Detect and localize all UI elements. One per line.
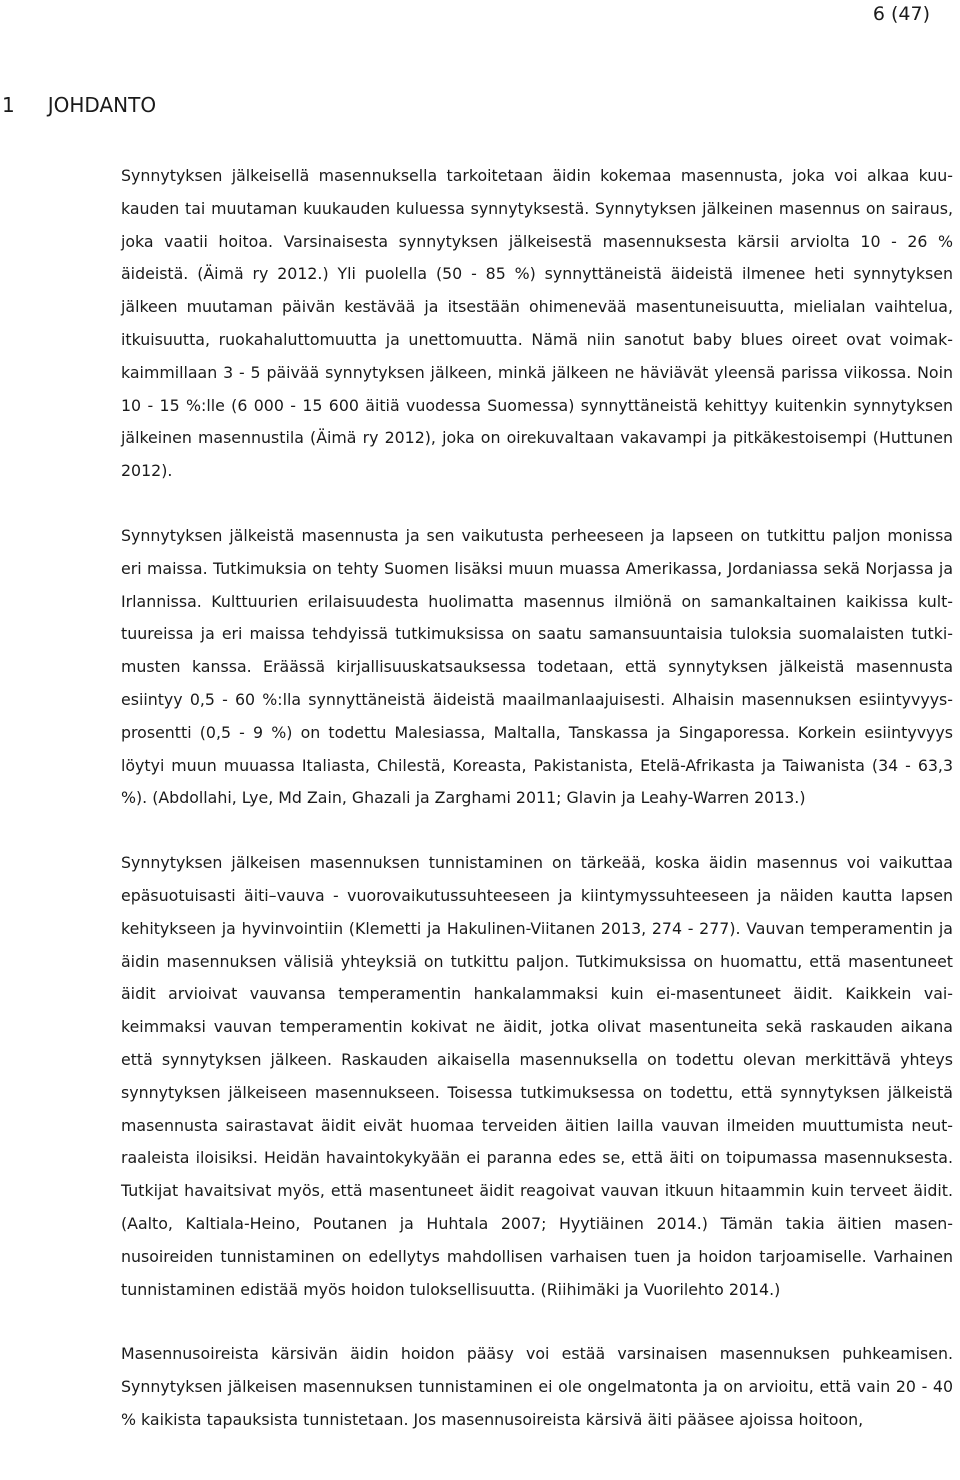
- chapter-title: JOHDANTO: [47, 93, 157, 117]
- paragraph-3: Synnytyksen jälkeisen masennuksen tunnistaminen on tärkeää, koska äidin masennus voi vaikuttaa epäsuotuisasti äiti–vauva - vuorovaikutussuhteeseen ja kiintymyssuhteeseen ja näiden kautta lapsen kehitykseen ja hyvinvointiin (Klemetti ja Hakulinen-Viitanen 2013, 274 - 277). Vauvan temperamentin ja äidin masennuksen välisiä yhteyksiä on tutkittu paljon. Tutkimuksissa on huomattu, että masentuneet äidit arvioivat vauvansa temperamentin hankalammaksi kuin ei-masentuneet äidit. Kaikkein vaikeimmaksi vauvan temperamentin kokivat ne äidit, jotka olivat masentuneita sekä raskauden aikana että synnytyksen jälkeen. Raskauden aikaisella masennuksella on todettu olevan merkittävä yhteys synnytyksen jälkeiseen masennukseen. Toisessa tutkimuksessa on todettu, että synnytyksen jälkeistä masennusta sairastavat äidit eivät huomaa terveiden äitien lailla vauvan ilmeiden muuttumista neutraaleista iloisiksi. Heidän havaintokykyään ei paranna edes se, että äiti on toipumassa masennuksesta. Tutkijat havaitsivat myös, että masentuneet äidit reagoivat vauvan itkuun hitaammin kuin terveet äidit. (Aalto, Kaltiala-Heino, Poutanen ja Huhtala 2007; Hyytiäinen 2014.) Tämän takia äitien masennusoireiden tunnistaminen on edellytys mahdollisen varhaisen tuen ja hoidon tarjoamiselle. Varhainen tunnistaminen edistää myös hoidon tuloksellisuutta. (Riihimäki ja Vuorilehto 2014.): [121, 853, 953, 1299]
- body-text: [121, 160, 953, 1438]
- chapter-number: 1: [2, 93, 15, 117]
- paragraph-1: Synnytyksen jälkeisellä masennuksella tarkoitetaan äidin kokemaa masennusta, joka voi alkaa kuukauden tai muutaman kuukauden kuluessa synnytyksestä. Synnytyksen jälkeinen masennus on sairaus, joka vaatii hoitoa. Varsinaisesta synnytyksen jälkeisestä masennuksesta kärsii arviolta 10 - 26 % äideistä. (Äimä ry 2012.) Yli puolella (50 - 85 %) synnyttäneistä äideistä ilmenee heti synnytyksen jälkeen muutaman päivän kestävää ja itsestään ohimenevää masentuneisuutta, mielialan vaihtelua, itkuisuutta, ruokahaluttomuutta ja unettomuutta. Nämä niin sanotut baby blues oireet ovat voimakkaimmillaan 3 - 5 päivää synnytyksen jälkeen, minkä jälkeen ne häviävät yleensä parissa viikossa. Noin 10 - 15 %:lle (6 000 - 15 600 äitiä vuodessa Suomessa) synnyttäneistä kehittyy kuitenkin synnytyksen jälkeinen masennustila (Äimä ry 2012), joka on oirekuvaltaan vakavampi ja pitkäkestoisempi (Huttunen 2012).: [121, 166, 953, 481]
- paragraph-2: Synnytyksen jälkeistä masennusta ja sen vaikutusta perheeseen ja lapseen on tutkittu paljon monissa eri maissa. Tutkimuksia on tehty Suomen lisäksi muun muassa Amerikassa, Jordaniassa sekä Norjassa ja Irlannissa. Kulttuurien erilaisuudesta huolimatta masennus ilmiönä on samankaltainen kaikissa kulttuureissa ja eri maissa tehdyissä tutkimuksissa on saatu samansuuntaisia tuloksia suomalaisten tutkimusten kanssa. Eräässä kirjallisuuskatsauksessa todetaan, että synnytyksen jälkeistä masennusta esiintyy 0,5 - 60 %:lla synnyttäneistä äideistä maailmanlaajuisesti. Alhaisin masennuksen esiintyvyysprosentti (0,5 - 9 %) on todettu Malesiassa, Maltalla, Tanskassa ja Singaporessa. Korkein esiintyvyys löytyi muun muuassa Italiasta, Chilestä, Koreasta, Pakistanista, Etelä-Afrikasta ja Taiwanista (34 - 63,3 %). (Abdollahi, Lye, Md Zain, Ghazali ja Zarghami 2011; Glavin ja Leahy-Warren 2013.): [121, 525, 953, 808]
- chapter-heading: [2, 92, 156, 118]
- page-number: 6 (47): [872, 3, 930, 25]
- paragraph-4: Masennusoireista kärsivän äidin hoidon pääsy voi estää varsinaisen masennuksen puhkeamisen. Synnytyksen jälkeisen masennuksen tunnistaminen ei ole ongelmatonta ja on arvioitu, että vain 20 - 40 % kaikista tapauksista tunnistetaan. Jos masennusoireista kärsivä äiti pääsee ajoissa hoitoon,: [121, 1344, 953, 1429]
